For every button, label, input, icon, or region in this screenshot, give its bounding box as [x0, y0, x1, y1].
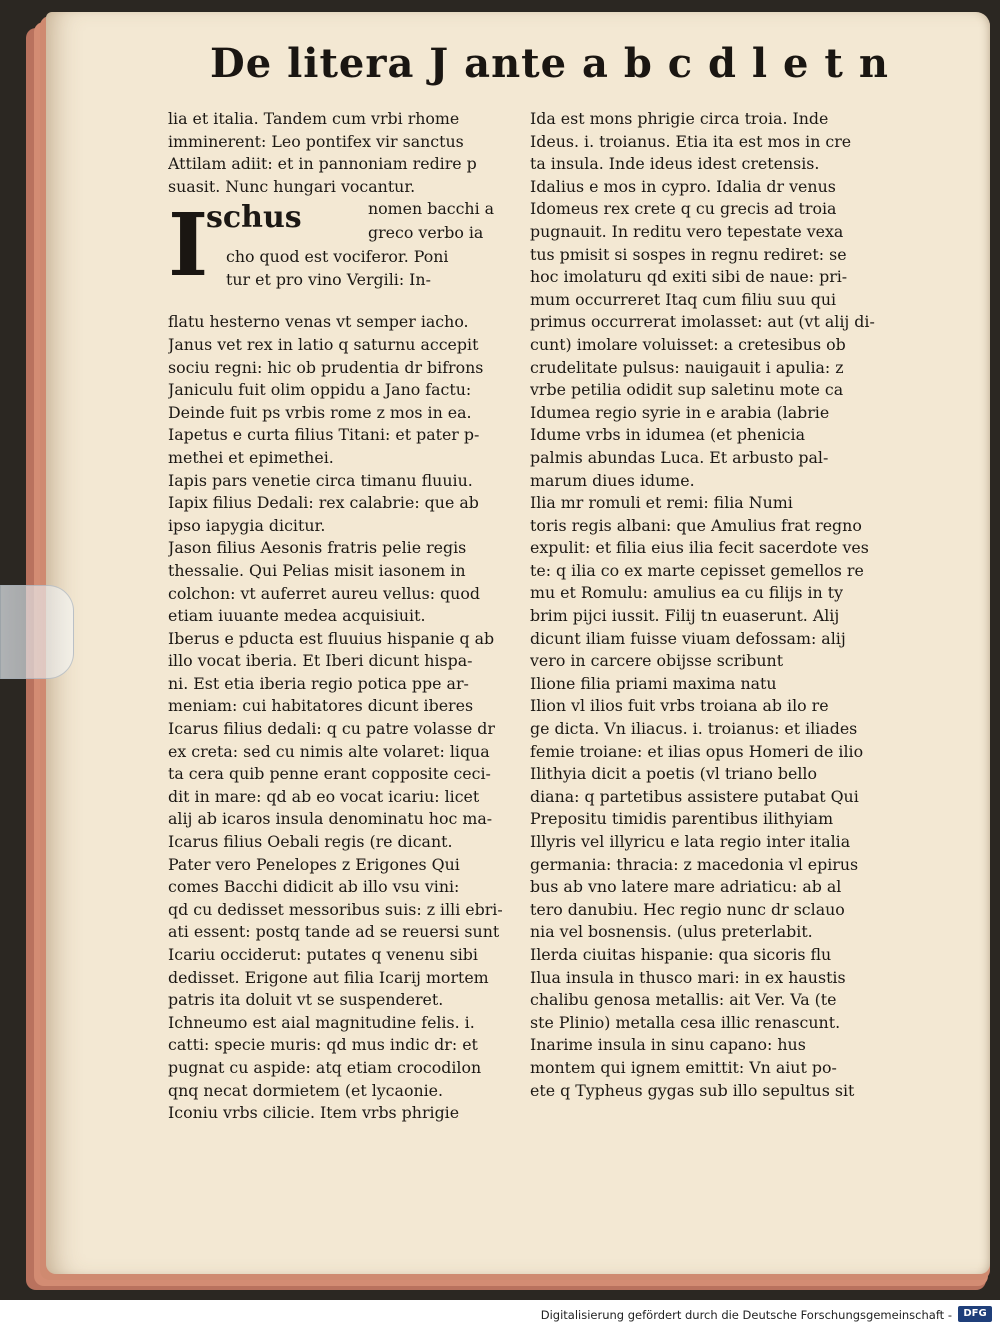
text-line: Ilion vl ilios fuit vrbs troiana ab ilo re [530, 696, 829, 716]
text-line: Iberus e pducta est fluuius hispanie q ab [168, 628, 495, 648]
right-column-lines [530, 108, 882, 1102]
text-line: dicunt iliam fuisse viuam defossam: alij [530, 628, 846, 648]
text-line: suasit. Nunc hungari vocantur. [168, 176, 416, 196]
text-line: tus pmisit si sospes in regnu rediret: se [530, 244, 847, 264]
text-line: vrbe petilia odidit sup saletinu mote ca [530, 380, 844, 400]
text-line: qnq necat dormietem (et lycaonie. [168, 1080, 444, 1100]
text-line: alij ab icaros insula denominatu hoc ma- [168, 809, 493, 829]
footer-bar [0, 1300, 1000, 1329]
initial-line: nomen bacchi a [368, 199, 495, 219]
text-line: Ilia mr romuli et remi: filia Numi [530, 493, 793, 513]
left-column-top-lines [168, 108, 520, 198]
text-line: Ilerda ciuitas hispanie: qua sicoris flu [530, 944, 832, 964]
text-line: dedisset. Erigone aut filia Icarij mortem [168, 967, 489, 987]
text-line: flatu hesterno venas vt semper iacho. [168, 312, 469, 332]
text-line: te: q ilia co ex marte cepisset gemellos re [530, 560, 864, 580]
text-column-left [168, 108, 520, 1125]
text-line: Idalius e mos in cypro. Idalia dr venus [530, 176, 836, 196]
text-line: chalibu genosa metallis: ait Ver. Va (te [530, 990, 837, 1010]
dfg-logo: DFG [958, 1306, 992, 1322]
text-line: Iapetus e curta filius Titani: et pater p- [168, 425, 480, 445]
text-line: catti: specie muris: qd mus indic dr: et [168, 1035, 478, 1055]
text-line: nia vel bosnensis. (ulus preterlabit. [530, 922, 813, 942]
text-line: etiam iuuante medea acquisiuit. [168, 606, 426, 626]
text-line: Idumea regio syrie in e arabia (labrie [530, 402, 830, 422]
text-line: mu et Romulu: amulius ea cu filijs in ty [530, 583, 844, 603]
text-line: qd cu dedisset messoribus suis: z illi ebri- [168, 899, 503, 919]
initial-block [168, 195, 520, 311]
drop-cap: I [168, 195, 209, 297]
text-line: comes Bacchi didicit ab illo vsu vini: [168, 877, 460, 897]
text-line: Janiculu fuit olim oppidu a Jano factu: [168, 380, 472, 400]
text-line: bus ab vno latere mare adriaticu: ab al [530, 877, 842, 897]
left-column-body-lines [168, 311, 520, 1124]
text-line: brim pijci iussit. Filij tn euaserunt. Alij [530, 606, 840, 626]
text-line: pugnauit. In reditu vero tepestate vexa [530, 221, 844, 241]
text-line: Ilithyia dicit a poetis (vl triano bello [530, 764, 817, 784]
text-line: imminerent: Leo pontifex vir sanctus [168, 131, 464, 151]
footer-credit: Digitalisierung gefördert durch die Deutsche Forschungsgemeinschaft - [540, 1308, 952, 1322]
text-line: Deinde fuit ps vrbis rome z mos in ea. [168, 402, 472, 422]
text-line: methei et epimethei. [168, 447, 334, 467]
initial-line: cho quod est vociferor. Poni [226, 247, 449, 267]
text-line: dit in mare: qd ab eo vocat icariu: licet [168, 786, 480, 806]
text-line: tero danubiu. Hec regio nunc dr sclauo [530, 899, 845, 919]
text-line: Prepositu timidis parentibus ilithyiam [530, 809, 834, 829]
text-line: patris ita doluit vt se suspenderet. [168, 990, 444, 1010]
text-line: Iapis pars venetie circa timanu fluuiu. [168, 470, 473, 490]
text-line: Icarus filius Oebali regis (re dicant. [168, 832, 453, 852]
text-line: lia et italia. Tandem cum vrbi rhome [168, 109, 460, 128]
text-line: Janus vet rex in latio q saturnu accepit [168, 334, 479, 354]
text-line: Idume vrbs in idumea (et phenicia [530, 425, 806, 445]
text-line: ni. Est etia iberia regio potica ppe ar- [168, 673, 469, 693]
text-line: mum occurreret Itaq cum filiu suu qui [530, 289, 837, 309]
text-line: thessalie. Qui Pelias misit iasonem in [168, 560, 466, 580]
running-head: De litera J ante a b c d l e t n [210, 40, 889, 87]
text-line: Ida est mons phrigie circa troia. Inde [530, 109, 829, 128]
text-line: Iapix filius Dedali: rex calabrie: que ab [168, 493, 479, 513]
text-line: Ideus. i. troianus. Etia ita est mos in cre [530, 131, 852, 151]
initial-line: greco verbo ia [368, 223, 484, 243]
text-line: hoc imolaturu qd exiti sibi de naue: pri- [530, 267, 848, 287]
text-line: montem qui ignem emittit: Vn aiut po- [530, 1057, 837, 1077]
text-line: cunt) imolare voluisset: a cretesibus ob [530, 334, 846, 354]
text-line: Icarus filius dedali: q cu patre volasse dr [168, 719, 495, 739]
text-line: Ilione filia priami maxima natu [530, 673, 777, 693]
text-line: ex creta: sed cu nimis alte volaret: liqua [168, 741, 490, 761]
text-line: vero in carcere obijsse scribunt [530, 651, 784, 671]
page-clip [0, 585, 74, 679]
text-line: ge dicta. Vn iliacus. i. troianus: et iliades [530, 719, 858, 739]
text-line: toris regis albani: que Amulius frat regno [530, 515, 862, 535]
text-line: Ichneumo est aial magnitudine felis. i. [168, 1012, 475, 1032]
text-line: palmis abundas Luca. Et arbusto pal- [530, 447, 829, 467]
text-line: ipso iapygia dicitur. [168, 515, 326, 535]
text-line: sociu regni: hic ob prudentia dr bifrons [168, 357, 484, 377]
text-line: meniam: cui habitatores dicunt iberes [168, 696, 474, 716]
text-line: germania: thracia: z macedonia vl epirus [530, 854, 859, 874]
headword: schus [206, 200, 302, 236]
text-line: ati essent: postq tande ad se reuersi sunt [168, 922, 500, 942]
text-line: illo vocat iberia. Et Iberi dicunt hispa- [168, 651, 473, 671]
text-line: ta insula. Inde ideus idest cretensis. [530, 154, 820, 174]
text-line: femie troiane: et ilias opus Homeri de ilio [530, 741, 864, 761]
text-line: Pater vero Penelopes z Erigones Qui [168, 854, 460, 874]
text-line: Inarime insula in sinu capano: hus [530, 1035, 806, 1055]
text-line: diana: q partetibus assistere putabat Qui [530, 786, 859, 806]
text-line: Idomeus rex crete q cu grecis ad troia [530, 199, 837, 219]
text-line: Jason filius Aesonis fratris pelie regis [168, 538, 467, 558]
text-line: ete q Typheus gygas sub illo sepultus sit [530, 1080, 855, 1100]
text-line: primus occurrerat imolasset: aut (vt alij di- [530, 312, 875, 332]
text-line: Icariu occiderut: putates q venenu sibi [168, 945, 478, 964]
text-line: colchon: vt auferret aureu vellus: quod [168, 583, 480, 603]
text-line: Attilam adiit: et in pannoniam redire p [168, 154, 477, 174]
text-line: crudelitate pulsus: nauigauit i apulia: z [530, 357, 844, 377]
text-line: Illyris vel illyricu e lata regio inter italia [530, 832, 851, 851]
text-line: ste Plinio) metalla cesa illic renascunt. [530, 1012, 841, 1032]
text-line: pugnat cu aspide: atq etiam crocodilon [168, 1057, 482, 1077]
text-line: expulit: et filia eius ilia fecit sacerdote ves [530, 538, 869, 558]
text-line: ta cera quib penne erant copposite ceci- [168, 764, 491, 784]
text-line: Ilua insula in thusco mari: in ex haustis [530, 967, 846, 987]
text-line: marum diues idume. [530, 470, 695, 490]
initial-line: tur et pro vino Vergili: In- [226, 270, 431, 290]
text-column-right [530, 108, 882, 1102]
text-line: Iconiu vrbs cilicie. Item vrbs phrigie [168, 1103, 460, 1123]
